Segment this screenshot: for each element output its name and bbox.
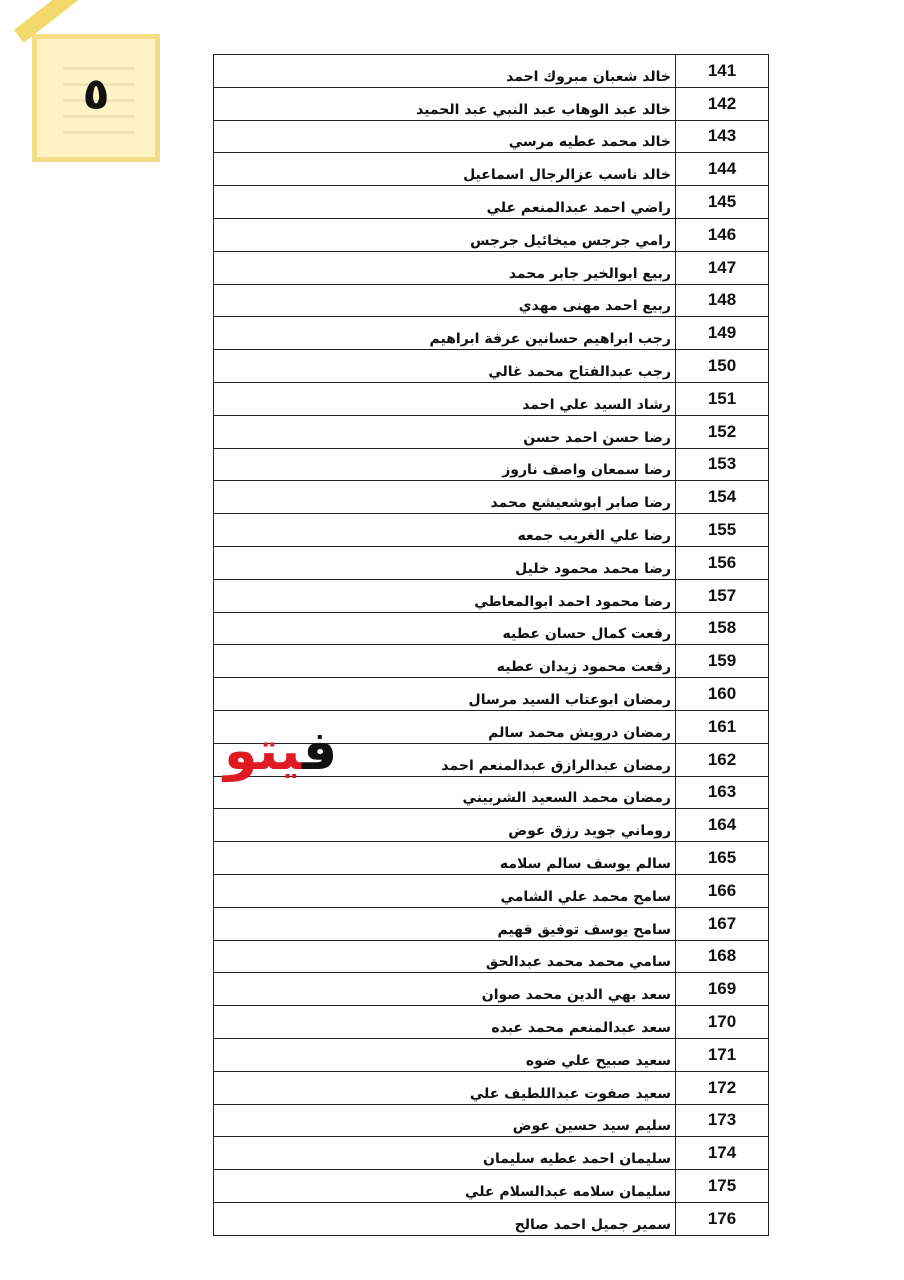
row-name: رفعت محمود زيدان عطيه bbox=[214, 645, 676, 678]
row-number: 170 bbox=[676, 1006, 769, 1039]
row-name: رمضان عبدالرازق عبدالمنعم احمد bbox=[214, 743, 676, 776]
table-row bbox=[214, 546, 769, 579]
table-row bbox=[214, 448, 769, 481]
table-row bbox=[214, 55, 769, 88]
row-name: سليمان سلامه عبدالسلام علي bbox=[214, 1170, 676, 1203]
row-name: سامي محمد محمد عبدالحق bbox=[214, 940, 676, 973]
row-name: راضي احمد عبدالمنعم علي bbox=[214, 186, 676, 219]
table-row bbox=[214, 1104, 769, 1137]
table-row bbox=[214, 874, 769, 907]
row-name: رضا علي الغريب جمعه bbox=[214, 514, 676, 547]
row-name: خالد عبد الوهاب عبد النبي عبد الحميد bbox=[214, 87, 676, 120]
row-number: 152 bbox=[676, 415, 769, 448]
row-number: 171 bbox=[676, 1038, 769, 1071]
row-name: رجب ابراهيم حسانين عرفة ابراهيم bbox=[214, 317, 676, 350]
row-number: 156 bbox=[676, 546, 769, 579]
row-number: 174 bbox=[676, 1137, 769, 1170]
row-name: رضا سمعان واصف ناروز bbox=[214, 448, 676, 481]
row-number: 141 bbox=[676, 55, 769, 88]
row-number: 145 bbox=[676, 186, 769, 219]
table-row bbox=[214, 579, 769, 612]
row-name: رمضان محمد السعيد الشربيني bbox=[214, 776, 676, 809]
row-name: رمضان درويش محمد سالم bbox=[214, 710, 676, 743]
row-name: سعد عبدالمنعم محمد عبده bbox=[214, 1006, 676, 1039]
row-name: رضا صابر ابوشعيشع محمد bbox=[214, 481, 676, 514]
row-number: 162 bbox=[676, 743, 769, 776]
row-name: سالم يوسف سالم سلامه bbox=[214, 842, 676, 875]
row-name: رضا محمود احمد ابوالمعاطي bbox=[214, 579, 676, 612]
row-name: سعد بهي الدين محمد صوان bbox=[214, 973, 676, 1006]
row-name: سامح محمد علي الشامي bbox=[214, 874, 676, 907]
table-row bbox=[214, 973, 769, 1006]
table-row bbox=[214, 514, 769, 547]
table-row bbox=[214, 612, 769, 645]
table-row bbox=[214, 645, 769, 678]
row-number: 143 bbox=[676, 120, 769, 153]
row-name: سعيد صفوت عبداللطيف علي bbox=[214, 1071, 676, 1104]
row-name: خالد محمد عطيه مرسي bbox=[214, 120, 676, 153]
row-number: 147 bbox=[676, 251, 769, 284]
note-line bbox=[63, 131, 135, 134]
table-row bbox=[214, 907, 769, 940]
watermark-part-2: يتو bbox=[224, 719, 302, 782]
row-name: ربيع احمد مهنى مهدي bbox=[214, 284, 676, 317]
table-row bbox=[214, 153, 769, 186]
row-name: خالد ناسب عزالرجال اسماعيل bbox=[214, 153, 676, 186]
table-row bbox=[214, 1006, 769, 1039]
row-number: 165 bbox=[676, 842, 769, 875]
row-number: 163 bbox=[676, 776, 769, 809]
row-name: رضا حسن احمد حسن bbox=[214, 415, 676, 448]
row-number: 155 bbox=[676, 514, 769, 547]
table-body bbox=[214, 55, 769, 1236]
row-name: رجب عبدالفتاح محمد غالي bbox=[214, 350, 676, 383]
row-name: رفعت كمال حسان عطيه bbox=[214, 612, 676, 645]
row-number: 144 bbox=[676, 153, 769, 186]
row-name: سامح يوسف توفيق فهيم bbox=[214, 907, 676, 940]
row-number: 142 bbox=[676, 87, 769, 120]
table-row bbox=[214, 481, 769, 514]
row-number: 158 bbox=[676, 612, 769, 645]
row-name: ربيع ابوالخير جابر محمد bbox=[214, 251, 676, 284]
page-number: ٥ bbox=[82, 69, 110, 120]
row-number: 148 bbox=[676, 284, 769, 317]
row-number: 157 bbox=[676, 579, 769, 612]
row-number: 168 bbox=[676, 940, 769, 973]
row-number: 167 bbox=[676, 907, 769, 940]
row-number: 175 bbox=[676, 1170, 769, 1203]
row-name: رمضان ابوعتاب السيد مرسال bbox=[214, 678, 676, 711]
row-number: 161 bbox=[676, 710, 769, 743]
table-row bbox=[214, 1202, 769, 1235]
row-number: 160 bbox=[676, 678, 769, 711]
row-number: 150 bbox=[676, 350, 769, 383]
row-name: سليمان احمد عطيه سليمان bbox=[214, 1137, 676, 1170]
table-row bbox=[214, 382, 769, 415]
table-row bbox=[214, 1038, 769, 1071]
row-name: روماني جويد رزق عوض bbox=[214, 809, 676, 842]
row-name: خالد شعبان مبروك احمد bbox=[214, 55, 676, 88]
row-number: 146 bbox=[676, 218, 769, 251]
names-table bbox=[213, 54, 769, 1236]
row-name: رامي جرجس ميخائيل جرجس bbox=[214, 218, 676, 251]
row-number: 154 bbox=[676, 481, 769, 514]
row-name: رشاد السيد علي احمد bbox=[214, 382, 676, 415]
table-row bbox=[214, 1137, 769, 1170]
table-row bbox=[214, 186, 769, 219]
row-name: سمير جميل احمد صالح bbox=[214, 1202, 676, 1235]
table-row bbox=[214, 218, 769, 251]
table-row bbox=[214, 842, 769, 875]
table-row bbox=[214, 1071, 769, 1104]
row-number: 149 bbox=[676, 317, 769, 350]
row-name: سليم سيد حسين عوض bbox=[214, 1104, 676, 1137]
row-name: رضا محمد محمود خليل bbox=[214, 546, 676, 579]
table-row bbox=[214, 678, 769, 711]
row-number: 159 bbox=[676, 645, 769, 678]
watermark-part-1: ف bbox=[301, 719, 338, 782]
sticky-note bbox=[32, 34, 160, 162]
row-name: سعيد صبيح علي ضوه bbox=[214, 1038, 676, 1071]
row-number: 176 bbox=[676, 1202, 769, 1235]
table-row bbox=[214, 350, 769, 383]
table-row bbox=[214, 284, 769, 317]
row-number: 151 bbox=[676, 382, 769, 415]
table-row bbox=[214, 251, 769, 284]
row-number: 153 bbox=[676, 448, 769, 481]
table-row bbox=[214, 1170, 769, 1203]
table-row bbox=[214, 317, 769, 350]
row-number: 172 bbox=[676, 1071, 769, 1104]
row-number: 164 bbox=[676, 809, 769, 842]
watermark-logo bbox=[224, 716, 337, 786]
row-number: 169 bbox=[676, 973, 769, 1006]
row-number: 173 bbox=[676, 1104, 769, 1137]
table-row bbox=[214, 809, 769, 842]
table-row bbox=[214, 415, 769, 448]
table-row bbox=[214, 87, 769, 120]
table-row bbox=[214, 940, 769, 973]
table-row bbox=[214, 120, 769, 153]
row-number: 166 bbox=[676, 874, 769, 907]
